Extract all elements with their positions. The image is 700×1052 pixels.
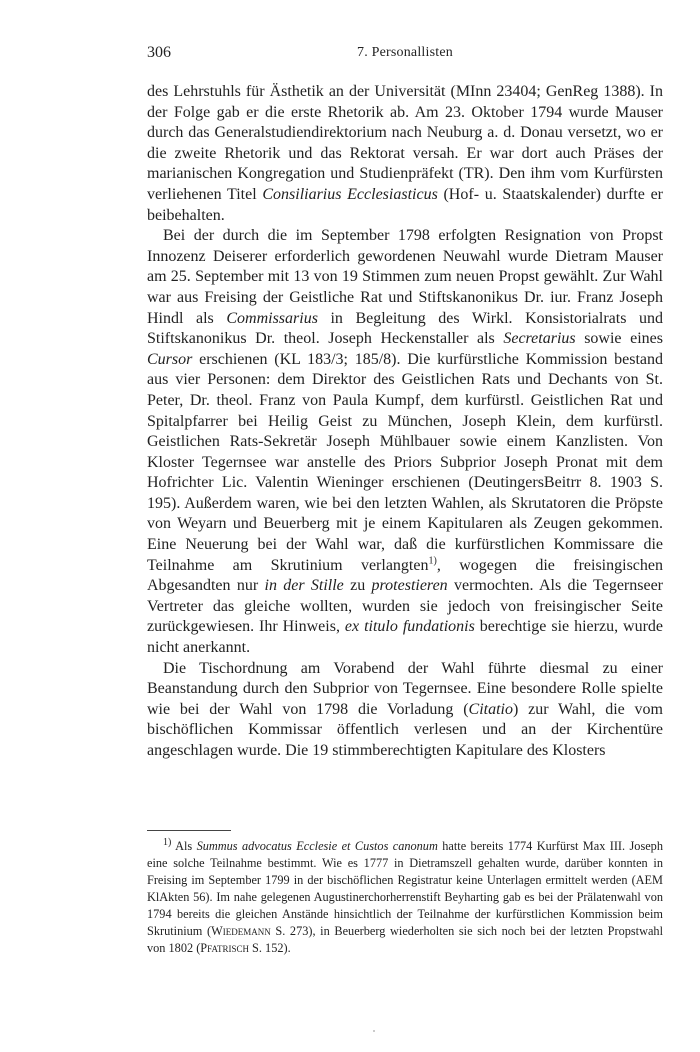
main-text bbox=[147, 82, 663, 762]
paragraph bbox=[147, 226, 663, 658]
text-run: hatte bereits 1774 Kurfürst Max III. Joseph eine solche Teilnahme bestimmt. Wie es 1777 in Dietramszell gehalten wurde, darüber konnten in Freising im September 1799 in der bischöflichen Registratur keine Unterlagen ermittelt werden (AEM KlAkten 56). Im nahe gelegenen Augustinerchorherrenstift Beyharting gab es bei der Prälatenwahl von 1794 bereits die gleichen Anstände hinsichtlich der Teilnahme der kurfürstlichen Kommission beim Skrutinium ( bbox=[147, 839, 663, 938]
text-run: ) zur Wahl, die vom bischöflichen Kommissar öffentlich verlesen und an der Kirchentüre angeschlagen wurde. Die 19 stimmberechtigten Kapitulare des Klosters bbox=[147, 700, 663, 759]
text-run: erschienen (KL 183/3; 185/8). Die kurfürstliche Kommission bestand aus vier Personen: dem Direktor des Geistlichen Rats und Dechants von St. Peter, Dr. theol. Franz von Paula Kumpf, dem kurfürstl. Geistlichen Rat und Spitalpfarrer bei Heilig Geist zu München, Joseph Klein, dem kurfürstl. Geistlichen Rats-Sekretär Joseph Mühlbauer sowie einem Kanzlisten. Von Kloster Tegernsee war anstelle des Priors Subprior Joseph Pronat mit dem Hofrichter Lic. Valentin Wieninger erschienen (DeutingersBeitrr 8. 1903 S. 195). Außerdem waren, wie bei den letzten Wahlen, als Skrutatoren die Pröpste von Weyarn und Beuerberg mit je einem Kapitularen als Zeugen gekommen. Eine Neuerung bei der Wahl war, daß die kurfürstlichen Kommissare die Teilnahme am Skrutinium verlangten bbox=[147, 350, 663, 574]
footnote-text bbox=[147, 838, 663, 957]
text-run: sowie eines bbox=[575, 330, 663, 348]
footnote-ref: 1) bbox=[428, 555, 437, 567]
text-run: Die Tischordnung am Vorabend der Wahl führte diesmal zu einer Beanstandung durch den Subprior von Tegernsee. Eine besondere Rolle spielte wie bei der Wahl von 1798 die Vorladung ( bbox=[147, 659, 663, 718]
text-run: in Begleitung des Wirkl. Konsistorialrats und Stiftskanonikus Dr. theol. Joseph Heckenstaller als bbox=[147, 309, 663, 348]
italic-text: Secretarius bbox=[503, 330, 576, 348]
running-title: 7. Personallisten bbox=[357, 45, 453, 60]
italic-text: Consiliarius Ecclesiasticus bbox=[262, 185, 438, 203]
italic-text: Cursor bbox=[147, 350, 193, 368]
italic-text: in der Stille bbox=[264, 577, 344, 595]
text-run: , wogegen die freisingischen Abgesandten nur bbox=[147, 556, 663, 595]
small-caps-name: Pfatrisch bbox=[200, 941, 249, 955]
footnote bbox=[147, 838, 663, 957]
italic-text: Citatio bbox=[468, 700, 513, 718]
page-mark bbox=[373, 1030, 375, 1032]
text-run: S. 273), in Beuerberg wiederholten sie sich noch bei der letzten Propstwahl von 1802 ( bbox=[147, 924, 663, 955]
text-run: S. 152). bbox=[248, 941, 291, 955]
italic-text: Summus advocatus Ecclesie et Custos canonum bbox=[196, 839, 438, 853]
italic-text: protestieren bbox=[371, 577, 448, 595]
small-caps-name: Wiedemann bbox=[211, 924, 271, 938]
page-header bbox=[147, 44, 663, 64]
text-run: vermochten. Als die Tegernseer Vertreter das gleiche wollten, wurden sie jedoch von freisingischer Seite zurückgewiesen. Ihr Hinweis, bbox=[147, 577, 664, 636]
italic-text: Commissarius bbox=[226, 309, 318, 327]
page-number: 306 bbox=[147, 44, 171, 61]
text-run: zu bbox=[343, 577, 372, 595]
text-run: Bei der durch die im September 1798 erfolgten Resignation von Propst Innozenz Deiserer erforderlich gewordenen Neuwahl wurde Dietram Mauser am 25. September mit 13 von 19 Stimmen zum neuen Propst gewählt. Zur Wahl war aus Freising der Geistliche Rat und Stiftskanonikus Dr. iur. Franz Joseph Hindl als bbox=[147, 227, 663, 327]
footnote-divider bbox=[147, 830, 231, 831]
text-run: (Hof- u. Staatskalender) durfte er beibehalten. bbox=[147, 185, 663, 224]
text-run: Als bbox=[171, 839, 197, 853]
italic-text: ex titulo fundationis bbox=[344, 618, 475, 636]
text-run: des Lehrstuhls für Ästhetik an der Universität (MInn 23404; GenReg 1388). In der Folge gab er die erste Rhetorik ab. Am 23. Oktober 1794 wurde Mauser durch das Generalstudiendirektorium nach Neuburg a. d. Donau versetzt, wo er die zweite Rhetorik und das Rektorat versah. Er war dort auch Präses der marianischen Kongregation und Studienpräfekt (TR). Den ihm vom Kurfürsten verliehenen Titel bbox=[147, 83, 663, 203]
paragraph bbox=[147, 82, 663, 226]
text-run: berechtige sie hierzu, wurde nicht anerkannt. bbox=[147, 618, 664, 657]
paragraph bbox=[147, 659, 663, 762]
footnote-ref: 1) bbox=[163, 836, 172, 848]
